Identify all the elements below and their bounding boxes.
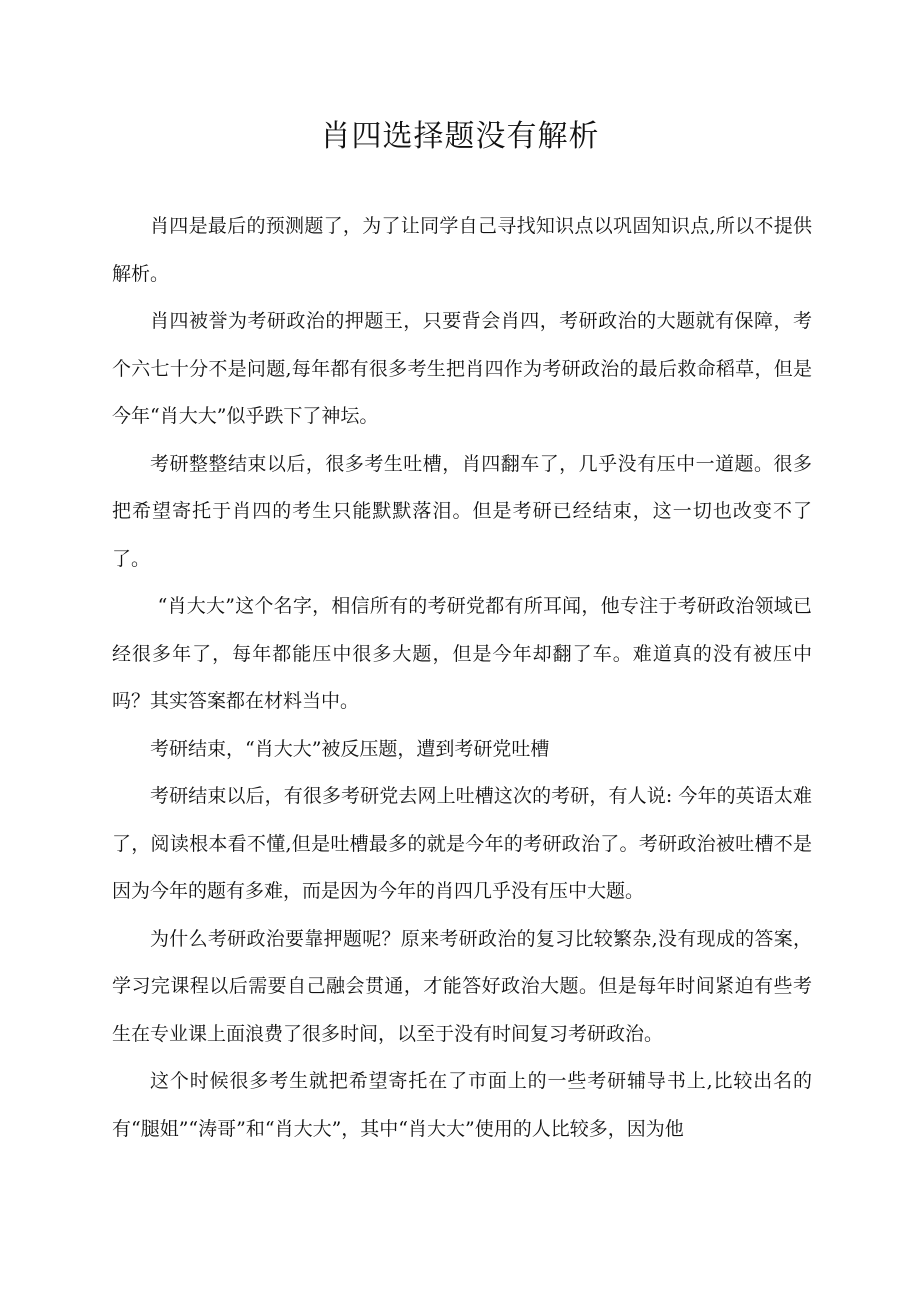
paragraph-3: 考研整整结束以后，很多考生吐槽，肖四翻车了，几乎没有压中一道题。很多把希望寄托于肖四的考生只能默默落泪。但是考研已经结束，这一切也改变不了了。 <box>112 452 812 570</box>
paragraph-7: 这个时候很多考生就把希望寄托在了市面上的一些考研辅导书上,比较出名的有“腿姐”“涛哥”和“肖大大”，其中“肖大大”使用的人比较多，因为他 <box>112 1070 812 1140</box>
paragraph-2: 肖四被誉为考研政治的押题王，只要背会肖四，考研政治的大题就有保障，考个六七十分不是问题,每年都有很多考生把肖四作为考研政治的最后救命稻草，但是今年“肖大大”似乎跌下了神坛。 <box>112 310 812 427</box>
paragraph-5: 考研结束以后，有很多考研党去网上吐槽这次的考研，有人说: 今年的英语太难了，阅读根本看不懂,但是吐槽最多的就是今年的考研政治了。考研政治被吐槽不是因为今年的题有多难，而是因为今年的肖四几乎没有压中大题。 <box>112 785 812 902</box>
paragraph-4: “肖大大”这个名字，相信所有的考研党都有所耳闻，他专注于考研政治领域已经很多年了，每年都能压中很多大题，但是今年却翻了车。难道真的没有被压中吗？其实答案都在材料当中。 <box>112 595 812 712</box>
paragraph-1: 肖四是最后的预测题了，为了让同学自己寻找知识点以巩固知识点,所以不提供解析。 <box>112 215 812 285</box>
document-body <box>112 203 812 1153</box>
section-heading: 考研结束，“肖大大”被反压题，遭到考研党吐槽 <box>150 737 550 760</box>
paragraph-6: 为什么考研政治要靠押题呢？原来考研政治的复习比较繁杂,没有现成的答案，学习完课程以后需要自己融会贯通，才能答好政治大题。但是每年时间紧迫有些考生在专业课上面浪费了很多时间，以至于没有时间复习考研政治。 <box>112 927 812 1045</box>
document-title: 肖四选择题没有解析 <box>320 119 600 154</box>
